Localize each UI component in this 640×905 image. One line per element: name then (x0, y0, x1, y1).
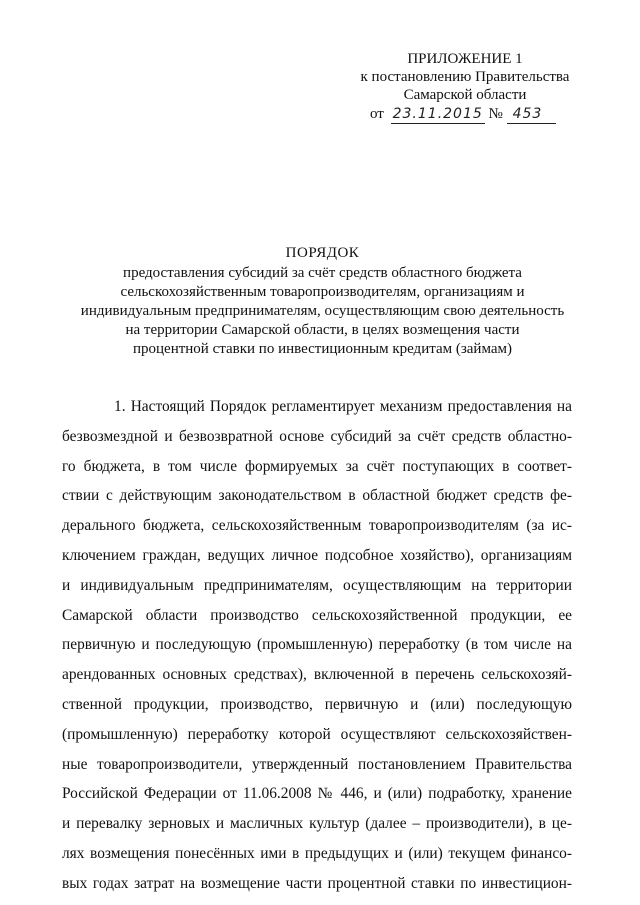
body-line: го бюджета, в том числе формируемых за счёт поступающих в соответ- (62, 457, 572, 475)
document-title-block (60, 244, 585, 359)
title-line: индивидуальным предпринимателям, осуществляющим свою деятельность (80, 303, 565, 319)
appendix-region-line: Самарской области (403, 87, 527, 103)
body-line: (промышленную) переработку которой осуществляют сельскохозяйствен- (62, 725, 572, 743)
body-line: Российской Федерации от 11.06.2008 № 446, и (или) подработку, хранение (62, 785, 572, 803)
document-body (62, 392, 572, 899)
body-line: ключением граждан, ведущих личное подсобное хозяйство), организациям (62, 546, 572, 564)
title-line: предоставления субсидий за счёт средств областного бюджета (123, 265, 522, 281)
date-prefix: от (370, 106, 384, 122)
body-line: дерального бюджета, сельскохозяйственным товаропроизводителям (за ис- (62, 517, 572, 535)
appendix-title: ПРИЛОЖЕНИЕ 1 (407, 51, 523, 67)
number-sign: № (488, 106, 503, 122)
body-line: безвозмездной и безвозвратной основе субсидий за счёт средств областно- (62, 427, 572, 445)
title-line: сельскохозяйственным товаропроизводителям, организациям и (120, 284, 525, 300)
body-line: первичную и последующую (промышленную) переработку (в том числе на (62, 636, 572, 654)
appendix-resolution-line: к постановлению Правительства (360, 69, 570, 85)
body-line: ствии с действующим законодательством в областной бюджет средств фе- (62, 487, 572, 505)
title-line: на территории Самарской области, в целях возмещения части (125, 322, 520, 338)
body-line: лях возмещения понесённых ими в предыдущих и (или) текущем финансо- (62, 844, 572, 862)
body-line: и индивидуальным предпринимателям, осуществляющим на территории (62, 576, 572, 594)
body-line: вых годах затрат на возмещение части процентной ставки по инвестицион- (62, 874, 572, 892)
body-line: ственной продукции, производство, первичную и (или) последующую (62, 695, 572, 713)
appendix-date-line (330, 105, 600, 124)
body-line: арендованных основных средствах), включенной в перечень сельскохозяй- (62, 666, 572, 684)
body-line: Самарской области производство сельскохозяйственной продукции, ее (62, 606, 572, 624)
title-line: процентной ставки по инвестиционным кредитам (займам) (132, 341, 512, 357)
body-line: 1. Настоящий Порядок регламентирует механизм предоставления на (114, 398, 572, 415)
body-line: ные товаропроизводители, утвержденный постановлением Правительства (62, 755, 572, 773)
handwritten-number: 453 (507, 105, 557, 124)
document-heading: ПОРЯДОК (285, 245, 360, 261)
handwritten-date: 23.11.2015 (392, 106, 483, 122)
body-line: и перевалку зерновых и масличных культур (далее – производители), в це- (62, 815, 572, 833)
appendix-block (330, 50, 600, 124)
